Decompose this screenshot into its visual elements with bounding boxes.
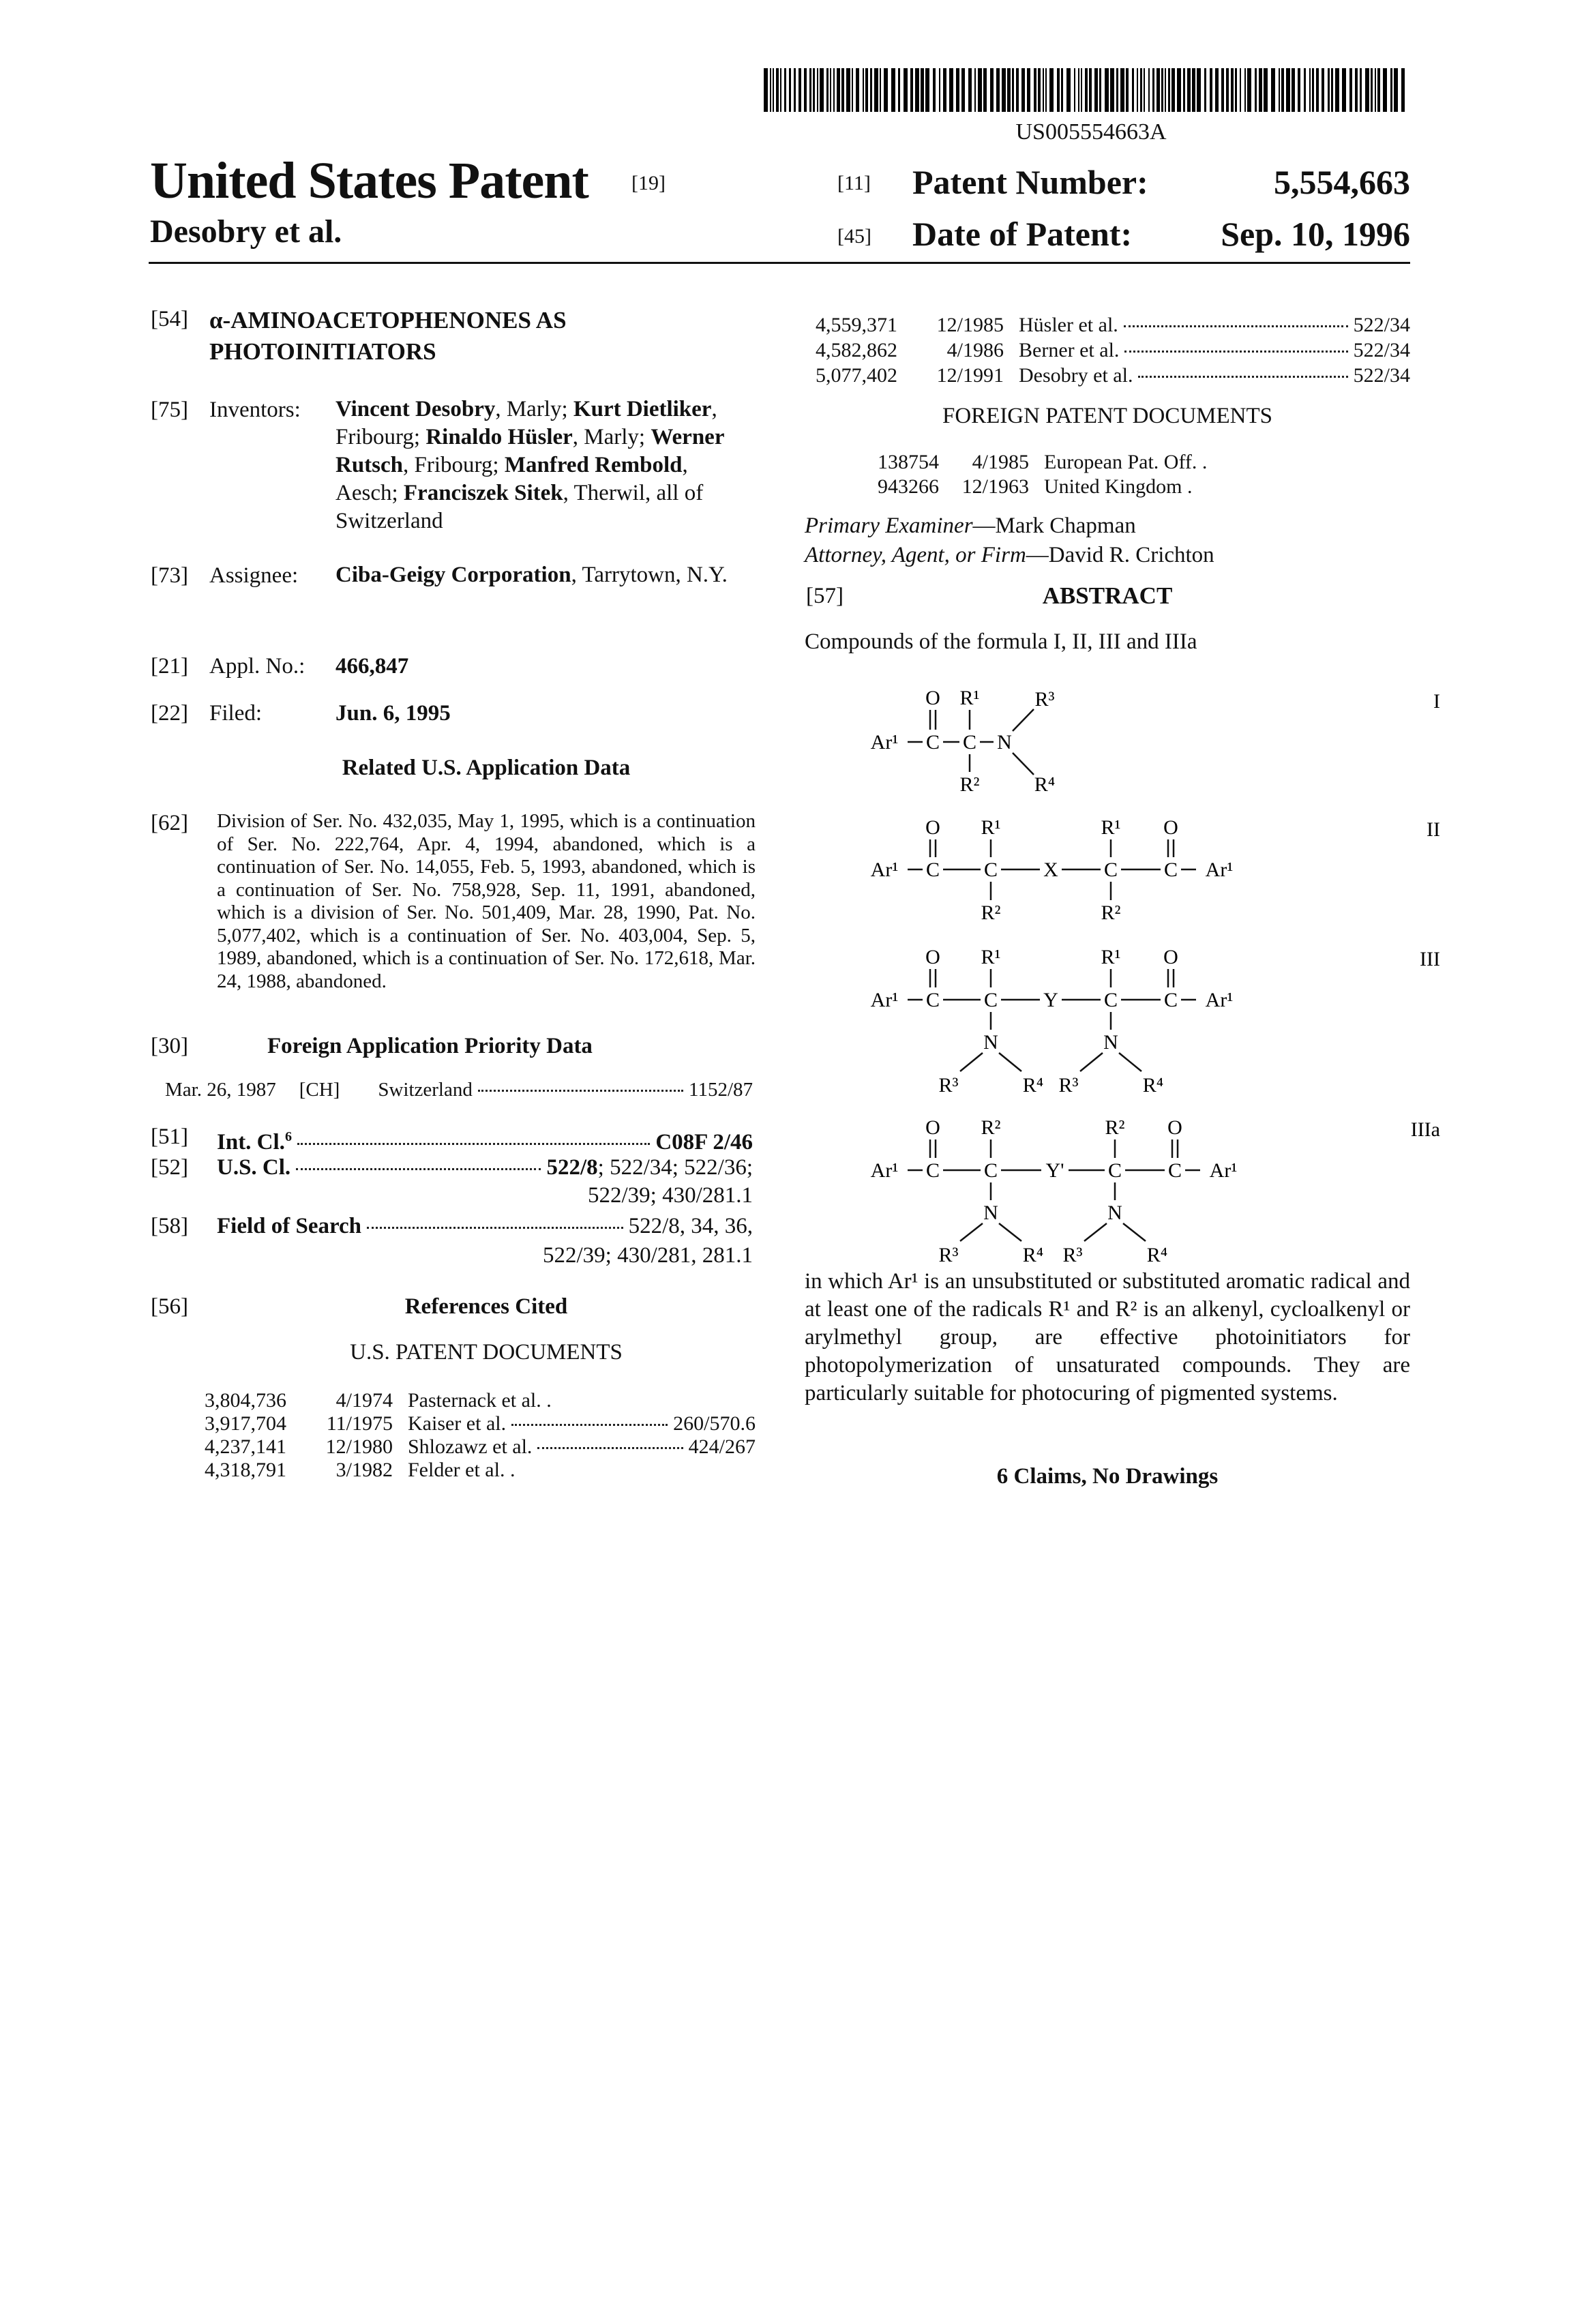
atom-r1: R¹	[981, 946, 1000, 968]
claims-summary: 6 Claims, No Drawings	[805, 1462, 1410, 1491]
atom-ar: Ar¹	[1210, 1159, 1238, 1182]
atom-c: C	[926, 859, 940, 881]
atom-c: C	[1168, 1159, 1182, 1182]
abstract-heading: ABSTRACT	[805, 582, 1410, 610]
atom-yp: Y'	[1045, 1159, 1064, 1182]
atom-ar: Ar¹	[1206, 989, 1234, 1011]
atom-r4: R⁴	[1023, 1244, 1043, 1266]
atom-ar: Ar¹	[871, 731, 899, 754]
title-field-code: [54]	[151, 305, 188, 333]
patent-number-label: Patent Number:	[912, 162, 1148, 202]
atom-o: O	[1167, 1116, 1182, 1139]
inventors-label: Inventors:	[209, 396, 301, 424]
intcl-label: Int. Cl.6	[217, 1122, 292, 1157]
atom-o: O	[925, 816, 940, 839]
bond-line	[1080, 1053, 1103, 1071]
abstract-intro: Compounds of the formula I, II, III and IIIa	[805, 627, 1197, 656]
reference-row: 4,582,862 4/1986 Berner et al. 522/34	[781, 338, 1410, 363]
date-code: [45]	[837, 225, 871, 248]
inventor: Manfred Rembold, Aesch;	[335, 453, 688, 505]
atom-c: C	[926, 731, 940, 754]
related-data-heading: Related U.S. Application Data	[217, 754, 756, 782]
foreign-priority-heading: Foreign Application Priority Data	[267, 1032, 593, 1060]
atom-c: C	[984, 859, 998, 881]
search-label: Field of Search	[217, 1212, 361, 1240]
inventor: Rinaldo Hüsler, Marly;	[426, 425, 651, 449]
date-label: Date of Patent:	[912, 214, 1132, 254]
atom-o: O	[925, 687, 940, 709]
formula-label: IIIa	[1411, 1118, 1440, 1141]
atom-r4: R⁴	[1147, 1244, 1167, 1266]
atom-ar: Ar¹	[871, 859, 899, 881]
atom-o: O	[925, 1116, 940, 1139]
atom-r3: R³	[938, 1244, 958, 1266]
atom-c: C	[1104, 989, 1118, 1011]
authors: Desobry et al.	[150, 213, 342, 250]
refs-heading: References Cited	[217, 1292, 756, 1321]
atom-n: N	[983, 1202, 998, 1224]
formula-label: III	[1420, 948, 1440, 970]
inventor: Franciszek Sitek, Therwil, all of Switzerland	[335, 481, 703, 533]
atom-ar: Ar¹	[871, 989, 899, 1011]
priority-number: 1152/87	[689, 1079, 753, 1101]
bond-line	[999, 1053, 1021, 1071]
atom-r4: R⁴	[1023, 1074, 1043, 1097]
priority-date: Mar. 26, 1987	[165, 1079, 276, 1101]
patent-date: Sep. 10, 1996	[1221, 214, 1410, 254]
appl-label: Appl. No.:	[209, 652, 305, 681]
us-refs-list-left	[170, 1389, 756, 1482]
document-title: United States Patent	[150, 151, 588, 211]
inventor: Vincent Desobry, Marly;	[335, 397, 573, 421]
formula-label: II	[1427, 818, 1440, 841]
atom-c: C	[926, 1159, 940, 1182]
related-text: Division of Ser. No. 432,035, May 1, 1995, which is a continuation of Ser. No. 222,764, Apr. 4, 1994, abandoned, which is a continuation of Ser. No. 14,055, Feb. 5, 1993, abandoned, which is a continuation of Ser. No. 758,928, Sep. 11, 1991, abandoned, which is a division of Ser. No. 501,409, Mar. 28, 1990, Pat. No. 5,077,402, which is a continuation of Ser. No. 403,004, Sep. 5, 1989, abandoned, which is a continuation of Ser. No. 172,618, Mar. 24, 1988, abandoned.	[217, 810, 756, 993]
abstract-code: [57]	[806, 582, 844, 610]
atom-c: C	[1164, 859, 1178, 881]
bond-line	[999, 1223, 1021, 1241]
invention-title-line: PHOTOINITIATORS	[209, 336, 567, 368]
atom-c: C	[1104, 859, 1118, 881]
atom-ar: Ar¹	[871, 1159, 899, 1182]
uscl-code: [52]	[151, 1153, 188, 1182]
filed-date: Jun. 6, 1995	[335, 699, 451, 728]
atom-r3: R³	[1062, 1244, 1082, 1266]
filed-label: Filed:	[209, 699, 262, 728]
atom-r2: R²	[981, 902, 1000, 924]
barcode-text: US005554663A	[955, 119, 1227, 145]
uscl-value: 522/8; 522/34; 522/36;	[546, 1153, 753, 1182]
atom-c: C	[963, 731, 976, 754]
attorney: Attorney, Agent, or Firm—David R. Crichton	[805, 541, 1214, 569]
chemical-formulas	[0, 0, 1582, 1296]
atom-r3: R³	[1058, 1074, 1078, 1097]
atom-r3: R³	[1034, 688, 1054, 711]
atom-c: C	[1108, 1159, 1122, 1182]
atom-r2: R²	[959, 773, 979, 796]
reference-row: 3,917,704 11/1975 Kaiser et al. 260/570.6	[170, 1412, 756, 1435]
atom-c: C	[926, 989, 940, 1011]
atom-r2: R²	[1101, 902, 1120, 924]
priority-country-code: [CH]	[299, 1079, 340, 1101]
inventor: Werner Rutsch, Fribourg;	[335, 425, 724, 477]
appl-code: [21]	[151, 652, 188, 681]
atom-r2: R²	[1105, 1116, 1124, 1139]
atom-r1: R¹	[959, 687, 979, 709]
intcl-code: [51]	[151, 1122, 188, 1151]
atom-n: N	[1107, 1202, 1122, 1224]
bond-line	[1123, 1223, 1146, 1241]
atom-o: O	[1163, 946, 1178, 968]
assignee: Ciba-Geigy Corporation, Tarrytown, N.Y.	[335, 561, 731, 589]
atom-r1: R¹	[1101, 946, 1120, 968]
atom-r4: R⁴	[1143, 1074, 1163, 1097]
reference-row: 4,237,141 12/1980 Shlozawz et al. 424/267	[170, 1435, 756, 1459]
atom-n: N	[1103, 1031, 1118, 1054]
patent-number-code: [11]	[837, 172, 871, 195]
patent-number: 5,554,663	[1274, 162, 1410, 202]
atom-x: X	[1043, 859, 1058, 881]
intcl-value: C08F 2/46	[655, 1128, 753, 1157]
abstract-body: in which Ar¹ is an unsubstituted or substituted aromatic radical and at least one of the radicals R¹ and R² is an alkenyl, cycloalkenyl or arylmethyl group, are effective photoinitiators for photopolymerization of unsaturated compounds. They are particularly suitable for photocuring of pigmented systems.	[805, 1268, 1410, 1407]
atom-o: O	[925, 946, 940, 968]
atom-r3: R³	[938, 1074, 958, 1097]
reference-row: 5,077,402 12/1991 Desobry et al. 522/34	[781, 363, 1410, 388]
bond-line	[960, 1223, 983, 1241]
filed-code: [22]	[151, 699, 188, 728]
assignee-code: [73]	[151, 561, 188, 590]
atom-y: Y	[1043, 989, 1058, 1011]
reference-row: 4,318,791 3/1982 Felder et al. .	[170, 1459, 756, 1482]
atom-n: N	[997, 731, 1012, 754]
atom-n: N	[983, 1031, 998, 1054]
search-code: [58]	[151, 1212, 188, 1240]
inventors-code: [75]	[151, 396, 188, 424]
related-code: [62]	[151, 809, 188, 837]
uscl-label: U.S. Cl.	[217, 1153, 290, 1182]
refs-code: [56]	[151, 1292, 188, 1321]
primary-examiner: Primary Examiner—Mark Chapman	[805, 511, 1136, 540]
uscl-line2: 522/39; 430/281.1	[588, 1181, 753, 1210]
atom-r1: R¹	[981, 816, 1000, 839]
assignee-label: Assignee:	[209, 561, 298, 590]
bond-line	[1013, 709, 1034, 731]
search-value: 522/8, 34, 36,	[629, 1212, 753, 1240]
foreign-docs-heading: FOREIGN PATENT DOCUMENTS	[805, 402, 1410, 430]
atom-r4: R⁴	[1034, 773, 1055, 796]
atom-c: C	[984, 1159, 998, 1182]
bond-line	[1084, 1223, 1107, 1241]
atom-ar: Ar¹	[1206, 859, 1234, 881]
foreign-reference-row: 138754 4/1985 European Pat. Off. .	[839, 450, 1410, 475]
us-docs-heading: U.S. PATENT DOCUMENTS	[217, 1338, 756, 1367]
atom-r2: R²	[981, 1116, 1000, 1139]
priority-country: Switzerland	[378, 1079, 473, 1101]
foreign-priority-code: [30]	[151, 1032, 188, 1060]
bond-line	[960, 1053, 983, 1071]
search-line2: 522/39; 430/281, 281.1	[543, 1241, 753, 1270]
atom-o: O	[1163, 816, 1178, 839]
inventor: Kurt Dietliker, Fribourg;	[335, 397, 717, 449]
appl-number: 466,847	[335, 652, 408, 681]
foreign-reference-row: 943266 12/1963 United Kingdom .	[839, 475, 1410, 499]
title-code: [19]	[631, 172, 666, 195]
formula-label: I	[1433, 690, 1440, 713]
invention-title-line: α-AMINOACETOPHENONES AS	[209, 305, 567, 336]
atom-c: C	[1164, 989, 1178, 1011]
bond-line	[1013, 753, 1034, 775]
atom-r1: R¹	[1101, 816, 1120, 839]
bond-line	[1119, 1053, 1141, 1071]
reference-row: 3,804,736 4/1974 Pasternack et al. .	[170, 1389, 756, 1412]
reference-row: 4,559,371 12/1985 Hüsler et al. 522/34	[781, 312, 1410, 338]
atom-c: C	[984, 989, 998, 1011]
